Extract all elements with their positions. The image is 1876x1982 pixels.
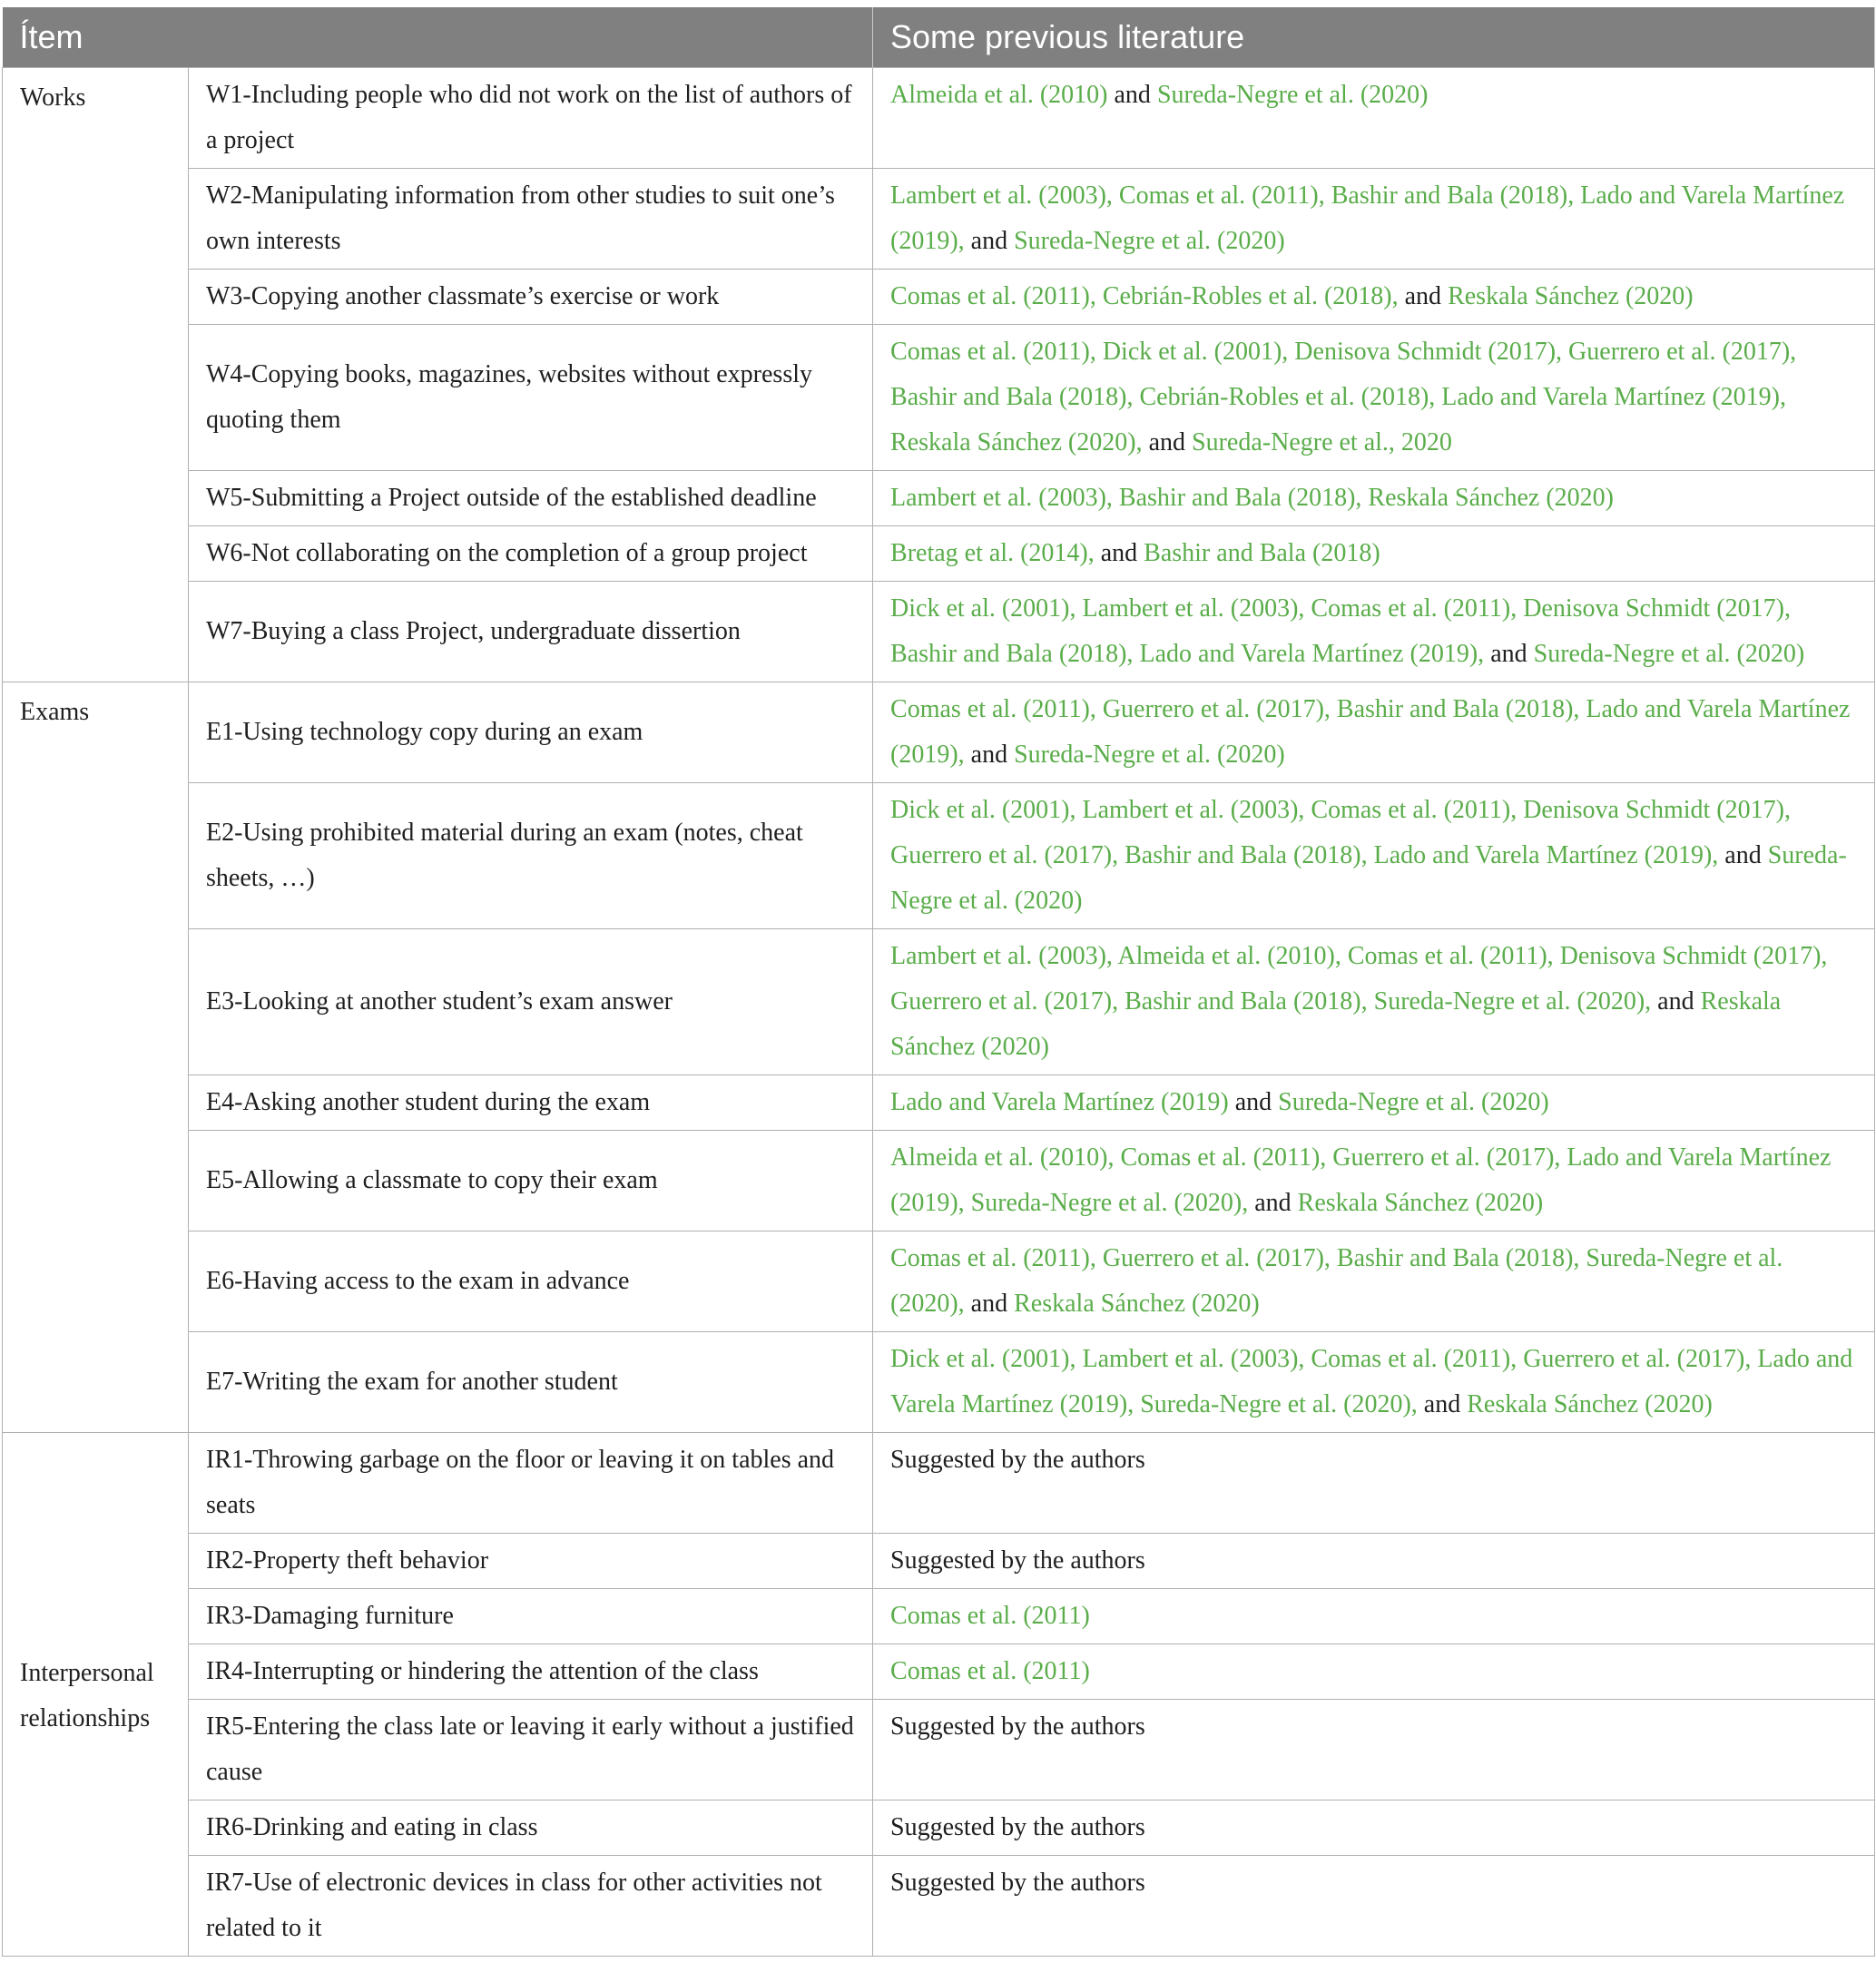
table-row: [3, 526, 1875, 582]
literature-cell: [873, 1131, 1875, 1231]
literature-cell: [873, 929, 1875, 1075]
table-row: [3, 1131, 1875, 1231]
table-row: [3, 783, 1875, 929]
literature-text: and: [1094, 539, 1144, 567]
citation-link[interactable]: Reskala Sánchez (2020): [1448, 282, 1694, 310]
table-row: [3, 1700, 1875, 1800]
item-cell: W2-Manipulating information from other studies to suit one’s own interests: [189, 169, 873, 270]
literature-cell: [873, 526, 1875, 582]
item-cell: IR7-Use of electronic devices in class for other activities not related to it: [189, 1856, 873, 1957]
citation-link[interactable]: Comas et al. (2011), Dick et al. (2001), Denisova Schmidt (2017), Guerrero et al. (2017), Bashir and Bala (2018), Cebrián-Robles et al. (2018), Lado and Varela Martínez (2019), Reskala Sánchez (2020),: [890, 338, 1797, 456]
literature-text: and: [1484, 640, 1534, 668]
citation-link[interactable]: Dick et al. (2001), Lambert et al. (2003), Comas et al. (2011), Denisova Schmidt (2017), Guerrero et al. (2017), Bashir and Bala (2018), Lado and Varela Martínez (2019),: [890, 796, 1791, 869]
item-cell: E7-Writing the exam for another student: [189, 1332, 873, 1433]
citation-link[interactable]: Reskala Sánchez (2020): [890, 987, 1782, 1061]
citation-link[interactable]: Almeida et al. (2010), Comas et al. (2011), Guerrero et al. (2017), Lado and Varela Martínez (2019), Sureda-Negre et al. (2020),: [890, 1143, 1832, 1217]
item-cell: W5-Submitting a Project outside of the established deadline: [189, 471, 873, 526]
literature-text: and: [1248, 1189, 1298, 1217]
literature-text: Suggested by the authors: [890, 1813, 1145, 1841]
literature-cell: [873, 682, 1875, 783]
category-cell: Works: [3, 68, 189, 682]
literature-text: and: [1651, 987, 1701, 1016]
table-row: [3, 169, 1875, 270]
table-row: [3, 1589, 1875, 1644]
literature-text: Suggested by the authors: [890, 1446, 1145, 1474]
literature-text: and: [1417, 1390, 1468, 1418]
header-row: [3, 7, 1875, 68]
literature-cell: [873, 68, 1875, 169]
literature-cell: [873, 1231, 1875, 1332]
literature-cell: [873, 1856, 1875, 1957]
citation-link[interactable]: Dick et al. (2001), Lambert et al. (2003), Comas et al. (2011), Guerrero et al. (2017), Lado and Varela Martínez (2019), Sureda-Negre et al. (2020),: [890, 1345, 1853, 1418]
category-cell: Interpersonal relationships: [3, 1433, 189, 1957]
item-cell: E5-Allowing a classmate to copy their exam: [189, 1131, 873, 1231]
item-cell: W1-Including people who did not work on the list of authors of a project: [189, 68, 873, 169]
citation-link[interactable]: Comas et al. (2011): [890, 1657, 1090, 1685]
citation-link[interactable]: Sureda-Negre et al. (2020): [1533, 640, 1805, 668]
citation-link[interactable]: Lado and Varela Martínez (2019): [890, 1088, 1229, 1116]
literature-cell: [873, 169, 1875, 270]
category-cell: Exams: [3, 682, 189, 1433]
citation-link[interactable]: Lambert et al. (2003), Comas et al. (2011), Bashir and Bala (2018), Lado and Varela Martínez (2019),: [890, 182, 1845, 255]
item-cell: IR5-Entering the class late or leaving it early without a justified cause: [189, 1700, 873, 1800]
citation-link[interactable]: Sureda-Negre et al. (2020): [890, 841, 1847, 915]
literature-text: and: [1228, 1088, 1279, 1116]
item-cell: IR1-Throwing garbage on the floor or leaving it on tables and seats: [189, 1433, 873, 1534]
table-row: [3, 471, 1875, 526]
item-cell: IR6-Drinking and eating in class: [189, 1800, 873, 1856]
citation-link[interactable]: Bashir and Bala (2018): [1144, 539, 1380, 567]
literature-text: and: [1398, 282, 1449, 310]
literature-text: and: [1718, 841, 1768, 869]
citation-link[interactable]: Sureda-Negre et al., 2020: [1192, 428, 1452, 456]
citation-link[interactable]: Sureda-Negre et al. (2020): [1014, 227, 1285, 255]
literature-cell: [873, 582, 1875, 682]
citation-link[interactable]: Comas et al. (2011), Guerrero et al. (2017), Bashir and Bala (2018), Sureda-Negre et al. (2020),: [890, 1244, 1783, 1318]
item-cell: W7-Buying a class Project, undergraduate dissertion: [189, 582, 873, 682]
item-cell: W4-Copying books, magazines, websites without expressly quoting them: [189, 325, 873, 471]
literature-table: [2, 7, 1875, 1957]
item-cell: IR3-Damaging furniture: [189, 1589, 873, 1644]
table-row: [3, 270, 1875, 325]
literature-cell: [873, 1589, 1875, 1644]
literature-cell: [873, 1700, 1875, 1800]
item-cell: E2-Using prohibited material during an exam (notes, cheat sheets, …): [189, 783, 873, 929]
citation-link[interactable]: Reskala Sánchez (2020): [1467, 1390, 1713, 1418]
item-cell: W6-Not collaborating on the completion of a group project: [189, 526, 873, 582]
literature-text: Suggested by the authors: [890, 1712, 1145, 1741]
citation-link[interactable]: Reskala Sánchez (2020): [1297, 1189, 1544, 1217]
table-row: [3, 1856, 1875, 1957]
literature-cell: [873, 1800, 1875, 1856]
literature-cell: [873, 325, 1875, 471]
table-row: [3, 68, 1875, 169]
table-row: [3, 682, 1875, 783]
table-row: [3, 1534, 1875, 1589]
item-cell: E4-Asking another student during the exam: [189, 1075, 873, 1131]
citation-link[interactable]: Dick et al. (2001), Lambert et al. (2003), Comas et al. (2011), Denisova Schmidt (2017), Bashir and Bala (2018), Lado and Varela Martínez (2019),: [890, 594, 1791, 668]
item-cell: E6-Having access to the exam in advance: [189, 1231, 873, 1332]
citation-link[interactable]: Comas et al. (2011), Guerrero et al. (2017), Bashir and Bala (2018), Lado and Varela Martínez (2019),: [890, 695, 1851, 769]
item-cell: W3-Copying another classmate’s exercise or work: [189, 270, 873, 325]
table-row: [3, 582, 1875, 682]
citation-link[interactable]: Lambert et al. (2003), Bashir and Bala (2018), Reskala Sánchez (2020): [890, 484, 1614, 512]
literature-cell: [873, 1433, 1875, 1534]
item-cell: IR4-Interrupting or hindering the attention of the class: [189, 1644, 873, 1700]
item-cell: E1-Using technology copy during an exam: [189, 682, 873, 783]
citation-link[interactable]: Bretag et al. (2014),: [890, 539, 1095, 567]
literature-text: and: [964, 1290, 1015, 1318]
table-row: [3, 1800, 1875, 1856]
literature-cell: [873, 783, 1875, 929]
table-row: [3, 1433, 1875, 1534]
table-body: [3, 68, 1875, 1957]
citation-link[interactable]: Comas et al. (2011), Cebrián-Robles et al. (2018),: [890, 282, 1399, 310]
citation-link[interactable]: Sureda-Negre et al. (2020): [1014, 741, 1285, 769]
item-cell: IR2-Property theft behavior: [189, 1534, 873, 1589]
citation-link[interactable]: Sureda-Negre et al. (2020): [1278, 1088, 1549, 1116]
header-literature: Some previous literature: [873, 7, 1875, 68]
literature-text: Suggested by the authors: [890, 1869, 1145, 1897]
literature-text: and: [964, 227, 1015, 255]
literature-text: and: [964, 741, 1015, 769]
citation-link[interactable]: Reskala Sánchez (2020): [1014, 1290, 1260, 1318]
citation-link[interactable]: Almeida et al. (2010): [890, 81, 1108, 109]
literature-cell: [873, 270, 1875, 325]
table-row: [3, 1644, 1875, 1700]
table-row: [3, 929, 1875, 1075]
table-row: [3, 1332, 1875, 1433]
literature-cell: [873, 1644, 1875, 1700]
literature-text: and: [1142, 428, 1193, 456]
literature-cell: [873, 1534, 1875, 1589]
table-row: [3, 1231, 1875, 1332]
literature-cell: [873, 1332, 1875, 1433]
citation-link[interactable]: Sureda-Negre et al. (2020): [1156, 81, 1429, 109]
table-row: [3, 1075, 1875, 1131]
citation-link[interactable]: Lambert et al. (2003), Almeida et al. (2010), Comas et al. (2011), Denisova Schmidt (2017), Guerrero et al. (2017), Bashir and Bala (2018), Sureda-Negre et al. (2020),: [890, 942, 1828, 1016]
header-item: Ítem: [3, 7, 873, 68]
literature-cell: [873, 1075, 1875, 1131]
literature-cell: [873, 471, 1875, 526]
item-cell: E3-Looking at another student’s exam answer: [189, 929, 873, 1075]
citation-link[interactable]: Comas et al. (2011): [890, 1602, 1090, 1630]
table-row: [3, 325, 1875, 471]
literature-text: and: [1107, 81, 1157, 109]
literature-text: Suggested by the authors: [890, 1546, 1145, 1575]
